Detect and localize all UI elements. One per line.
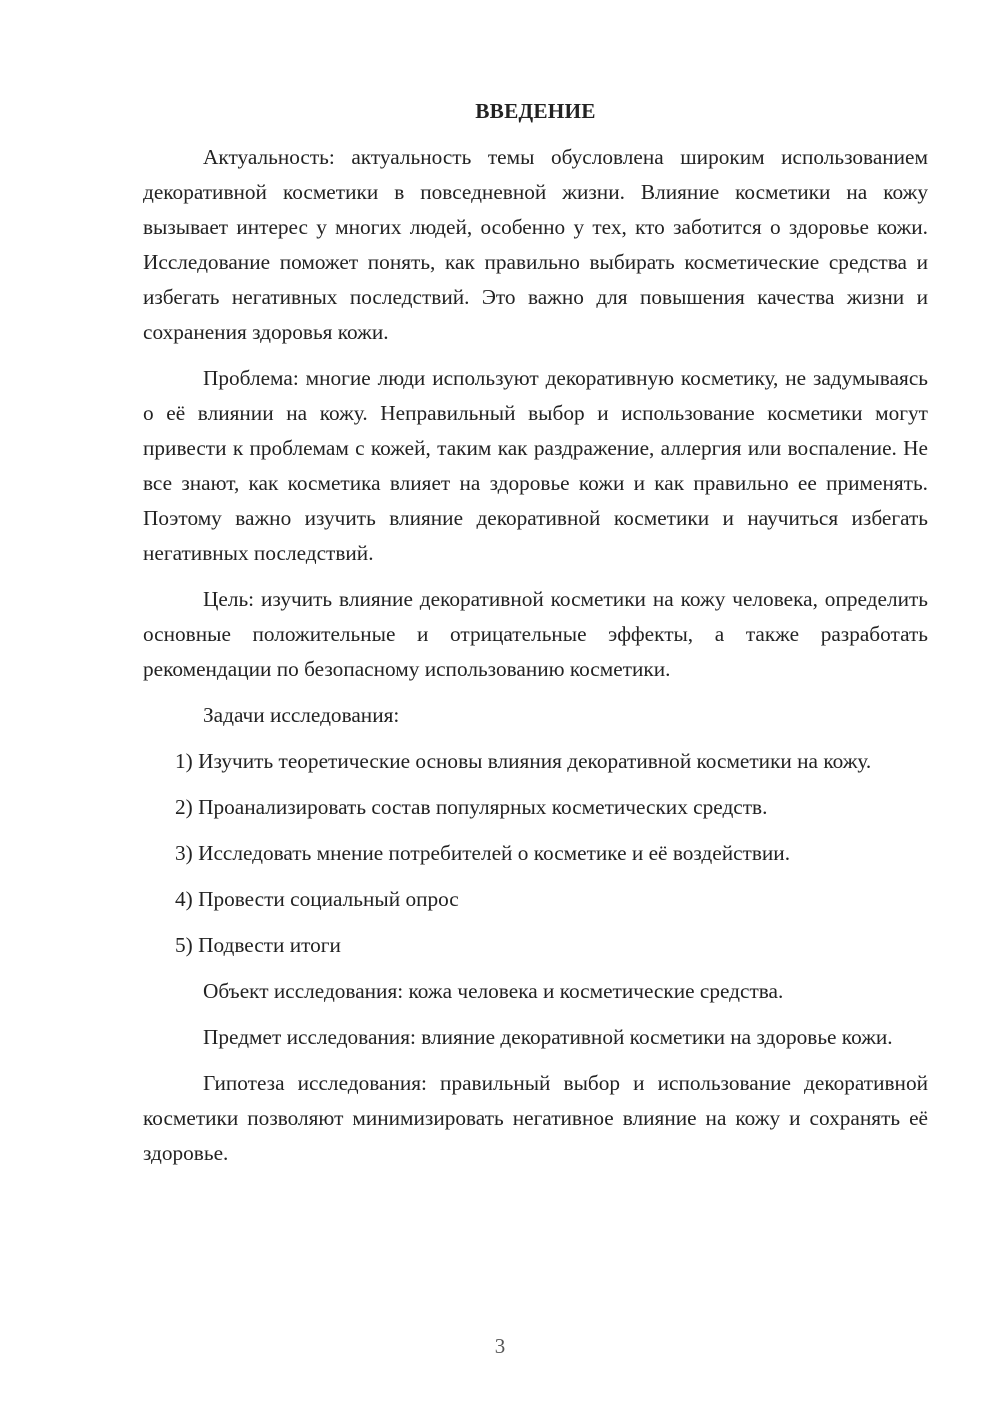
page-number: 3 xyxy=(494,1334,506,1358)
task-item-2: 2) Проанализировать состав популярных косметических средств. xyxy=(175,795,768,819)
task-item-5: 5) Подвести итоги xyxy=(175,933,341,957)
paragraph-goal: Цель: изучить влияние декоративной косметики на кожу человека, определить основные положительные и отрицательные эффекты, а также разработать рекомендации по безопасному использованию косметики. xyxy=(143,587,928,681)
page-content xyxy=(143,94,928,1182)
paragraph-object: Объект исследования: кожа человека и косметические средства. xyxy=(203,979,784,1003)
paragraph-problem: Проблема: многие люди используют декоративную косметику, не задумываясь о её влиянии на кожу. Неправильный выбор и использование косметики могут привести к проблемам с кожей, таким как раздражение, аллергия или воспаление. Не все знают, как косметика влияет на здоровье кожи и как правильно ее применять. Поэтому важно изучить влияние декоративной косметики и научиться избегать негативных последствий. xyxy=(143,366,928,565)
paragraph-hypothesis: Гипотеза исследования: правильный выбор и использование декоративной косметики позволяют минимизировать негативное влияние на кожу и сохранять её здоровье. xyxy=(143,1071,928,1165)
task-item-3: 3) Исследовать мнение потребителей о косметике и её воздействии. xyxy=(175,841,791,865)
tasks-heading: Задачи исследования: xyxy=(203,703,400,727)
paragraph-subject: Предмет исследования: влияние декоративной косметики на здоровье кожи. xyxy=(203,1025,893,1049)
page-title: ВВЕДЕНИЕ xyxy=(475,99,596,123)
paragraph-relevance: Актуальность: актуальность темы обусловлена широким использованием декоративной косметики в повседневной жизни. Влияние косметики на кожу вызывает интерес у многих людей, особенно у тех, кто заботится о здоровье кожи. Исследование поможет понять, как правильно выбирать косметические средства и избегать негативных последствий. Это важно для повышения качества жизни и сохранения здоровья кожи. xyxy=(143,145,928,344)
task-item-4: 4) Провести социальный опрос xyxy=(175,887,459,911)
task-item-1: 1) Изучить теоретические основы влияния декоративной косметики на кожу. xyxy=(175,749,872,773)
